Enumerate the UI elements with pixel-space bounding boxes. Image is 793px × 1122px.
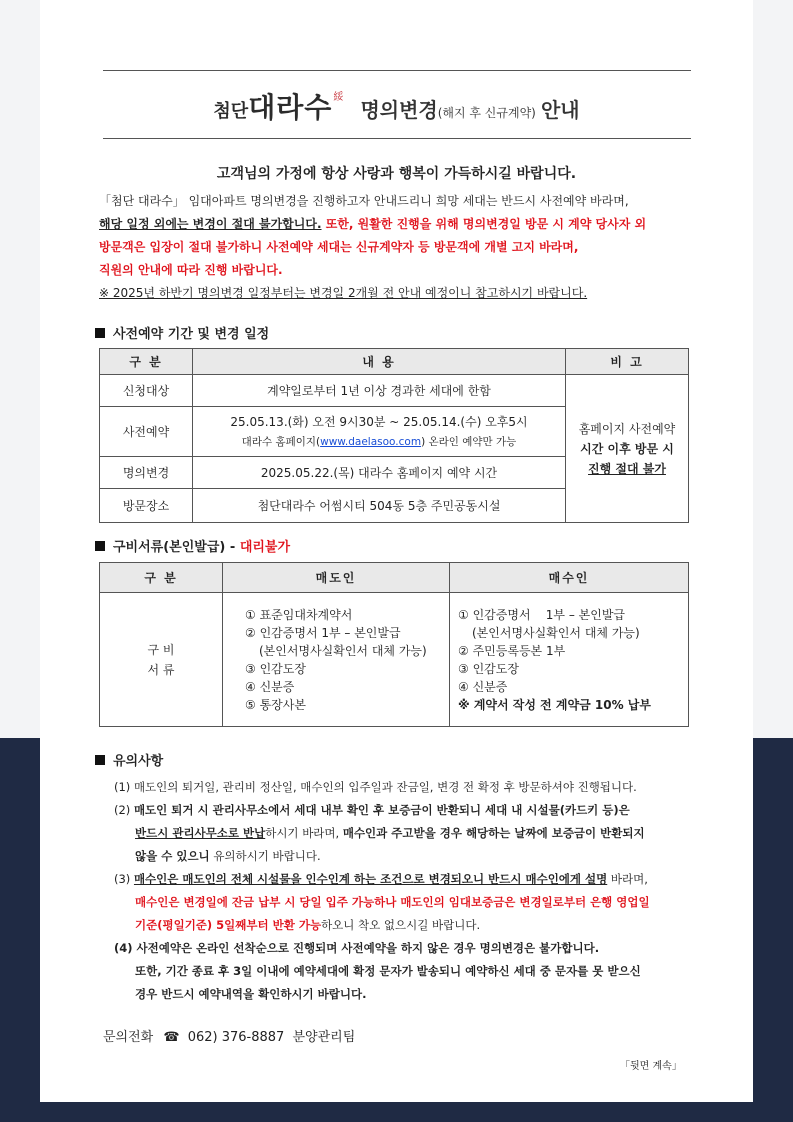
intro-line-2-a: 해당 일정 외에는 변경이 절대 불가합니다. bbox=[99, 217, 322, 231]
note-4-cont: 또한, 기간 종료 후 3일 이내에 예약세대에 확정 문자가 발송되니 예약하신 세대 중 문자를 못 받으신 bbox=[135, 964, 641, 978]
title-sub: (해지 후 신규계약) bbox=[437, 106, 536, 120]
section-schedule-title: 사전예약 기간 및 변경 일정 bbox=[113, 327, 270, 342]
contact-phone: 062) 376-8887 bbox=[187, 1030, 285, 1045]
note-2-warning: 매수인과 주고받을 경우 해당하는 날짜에 보증금이 반환되지 bbox=[342, 826, 645, 840]
schedule-table-header bbox=[100, 349, 689, 375]
contact-label: 문의전화 bbox=[103, 1030, 154, 1045]
notice-sheet bbox=[40, 0, 753, 1102]
note-2-end-bold: 않을 수 있으니 bbox=[135, 849, 210, 863]
note-3-refund: 기준(평일기준) 5일째부터 반환 가능 bbox=[135, 918, 322, 932]
header-bottom-rule bbox=[103, 138, 691, 139]
note-2-end-tail: 유의하시기 바랍니다. bbox=[209, 849, 321, 863]
reservation-method-b: ) 온라인 예약만 가능 bbox=[421, 435, 517, 448]
row-label: 신청대상 bbox=[100, 375, 193, 407]
note-2-text: 매도인 퇴거 시 관리사무소에서 세대 내부 확인 후 보증금이 반환되니 세대 내 시설물(카드키 등)은 bbox=[133, 803, 630, 817]
notes-list bbox=[114, 776, 714, 1006]
title-end: 안내 bbox=[540, 98, 580, 122]
schedule-table bbox=[99, 348, 689, 523]
row-label: 사전예약 bbox=[100, 407, 193, 457]
note-3 bbox=[114, 868, 714, 891]
square-bullet-icon bbox=[95, 755, 105, 765]
note-3-tail: 바라며, bbox=[607, 872, 648, 886]
remark-line-1: 홈페이지 사전예약 bbox=[578, 421, 676, 436]
intro-paragraph bbox=[99, 190, 699, 305]
documents-table bbox=[99, 562, 689, 727]
note-2-return: 반드시 관리사무소로 반납 bbox=[135, 826, 266, 840]
section-documents-warning: 대리불가 bbox=[239, 540, 291, 555]
phone-icon: ☎ bbox=[163, 1030, 180, 1045]
list-item: ① 표준임대차계약서 bbox=[245, 607, 353, 622]
list-item: ③ 인감도장 bbox=[458, 661, 519, 676]
brand-mark: 綏 bbox=[333, 92, 344, 103]
row-label bbox=[100, 593, 223, 727]
col-header-buyer: 매수인 bbox=[450, 563, 689, 593]
note-4-end: 경우 반드시 예약내역을 확인하시기 바랍니다. bbox=[135, 987, 367, 1001]
buyer-documents bbox=[450, 593, 689, 727]
note-2 bbox=[114, 799, 714, 822]
note-3-cont: 매수인은 변경일에 잔금 납부 시 당일 입주 가능하나 매도인의 임대보증금은 변경일로부터 은행 영업일 bbox=[135, 895, 650, 909]
intro-line-1: 「첨단 대라수」 임대아파트 명의변경을 진행하고자 안내드리니 희망 세대는 반드시 사전예약 바라며, bbox=[99, 194, 629, 208]
note-4: (4) 사전예약은 온라인 선착순으로 진행되며 사전예약을 하지 않은 경우 명의변경은 불가합니다. bbox=[114, 941, 600, 955]
table-row bbox=[100, 593, 689, 727]
list-item: ⑤ 통장사본 bbox=[245, 697, 306, 712]
list-item: ② 인감증명서 1부 – 본인발급 bbox=[245, 625, 401, 640]
reservation-method-a: 대라수 홈페이지( bbox=[241, 435, 321, 448]
col-header-content: 내 용 bbox=[193, 349, 566, 375]
table-row bbox=[100, 375, 689, 407]
square-bullet-icon bbox=[95, 541, 105, 551]
contact-info bbox=[103, 1026, 355, 1045]
row-content: 첨단대라수 어썸시티 504동 5층 주민공동시설 bbox=[193, 489, 566, 523]
note-2-end bbox=[114, 845, 714, 868]
square-bullet-icon bbox=[95, 328, 105, 338]
section-documents-sep: - bbox=[225, 540, 240, 555]
note-3-num: (3) bbox=[114, 872, 134, 886]
intro-line-3: 방문객은 입장이 절대 불가하니 사전예약 세대는 신규계약자 등 방문객에 개별 고지 바라며, bbox=[99, 240, 579, 254]
remark-line-3: 진행 절대 불가 bbox=[588, 461, 666, 476]
remark-line-2: 시간 이후 방문 시 bbox=[580, 441, 674, 456]
brand-small: 첨단 bbox=[213, 101, 249, 122]
list-item: ※ 계약서 작성 전 계약금 10% 납부 bbox=[458, 697, 651, 712]
section-documents-title: 구비서류(본인발급) bbox=[113, 540, 226, 555]
col-header-category: 구 분 bbox=[100, 563, 223, 593]
section-notes-title: 유의사항 bbox=[113, 754, 164, 769]
remark-cell bbox=[566, 375, 689, 523]
row-content bbox=[193, 407, 566, 457]
title-main: 명의변경 bbox=[360, 98, 438, 122]
list-item: ④ 신분증 bbox=[458, 679, 508, 694]
intro-line-2-b: 또한, 원활한 진행을 위해 명의변경일 방문 시 계약 당사자 외 bbox=[321, 217, 647, 231]
continued-note: 「뒷면 계속」 bbox=[620, 1061, 682, 1072]
col-header-category: 구 분 bbox=[100, 349, 193, 375]
list-item: ④ 신분증 bbox=[245, 679, 295, 694]
row-label: 방문장소 bbox=[100, 489, 193, 523]
page-title bbox=[40, 86, 753, 126]
contact-team: 분양관리팀 bbox=[292, 1030, 356, 1045]
row-content: 2025.05.22.(목) 대라수 홈페이지 예약 시간 bbox=[193, 457, 566, 489]
row-label-line-2: 서 류 bbox=[147, 662, 175, 677]
section-documents-heading bbox=[95, 536, 290, 555]
note-2-cont bbox=[114, 822, 714, 845]
col-header-seller: 매도인 bbox=[223, 563, 450, 593]
section-schedule-heading bbox=[95, 323, 269, 342]
note-3-end-tail: 하오니 착오 없으시길 바랍니다. bbox=[321, 918, 481, 932]
row-content: 계약일로부터 1년 이상 경과한 세대에 한함 bbox=[193, 375, 566, 407]
note-3-end bbox=[114, 914, 714, 937]
list-item: ① 인감증명서 1부 – 본인발급 bbox=[458, 607, 626, 622]
list-item: ② 주민등록등본 1부 bbox=[458, 643, 566, 658]
reservation-method bbox=[193, 432, 565, 452]
intro-line-4: 직원의 안내에 따라 진행 바랍니다. bbox=[99, 263, 283, 277]
list-item: ③ 인감도장 bbox=[245, 661, 306, 676]
list-item: (본인서명사실확인서 대체 가능) bbox=[259, 643, 427, 658]
note-2-num: (2) bbox=[114, 803, 134, 817]
intro-line-2 bbox=[99, 213, 699, 236]
brand-name: 대라수 bbox=[248, 91, 333, 124]
header-top-rule bbox=[103, 70, 691, 71]
seller-documents bbox=[223, 593, 450, 727]
greeting: 고객님의 가정에 항상 사랑과 행복이 가득하시길 바랍니다. bbox=[216, 166, 577, 182]
homepage-link[interactable]: www.daelasoo.com bbox=[320, 435, 422, 448]
reservation-period: 25.05.13.(화) 오전 9시30분 ~ 25.05.14.(수) 오후5시 bbox=[230, 414, 528, 429]
note-2-mid: 하시기 바라며, bbox=[265, 826, 343, 840]
row-label: 명의변경 bbox=[100, 457, 193, 489]
note-3-text: 매수인은 매도인의 전체 시설물을 인수인계 하는 조건으로 변경되오니 반드시 매수인에게 설명 bbox=[133, 872, 608, 886]
col-header-remark: 비 고 bbox=[566, 349, 689, 375]
note-1: (1) 매도인의 퇴거일, 관리비 정산일, 매수인의 입주일과 잔금일, 변경 전 확정 후 방문하셔야 진행됩니다. bbox=[114, 780, 637, 794]
documents-table-header bbox=[100, 563, 689, 593]
section-notes-heading bbox=[95, 750, 163, 769]
row-label-line-1: 구 비 bbox=[147, 642, 175, 657]
intro-line-5: ※ 2025년 하반기 명의변경 일정부터는 변경일 2개월 전 안내 예정이니 참고하시기 바랍니다. bbox=[99, 286, 588, 300]
list-item: (본인서명사실확인서 대체 가능) bbox=[472, 625, 640, 640]
